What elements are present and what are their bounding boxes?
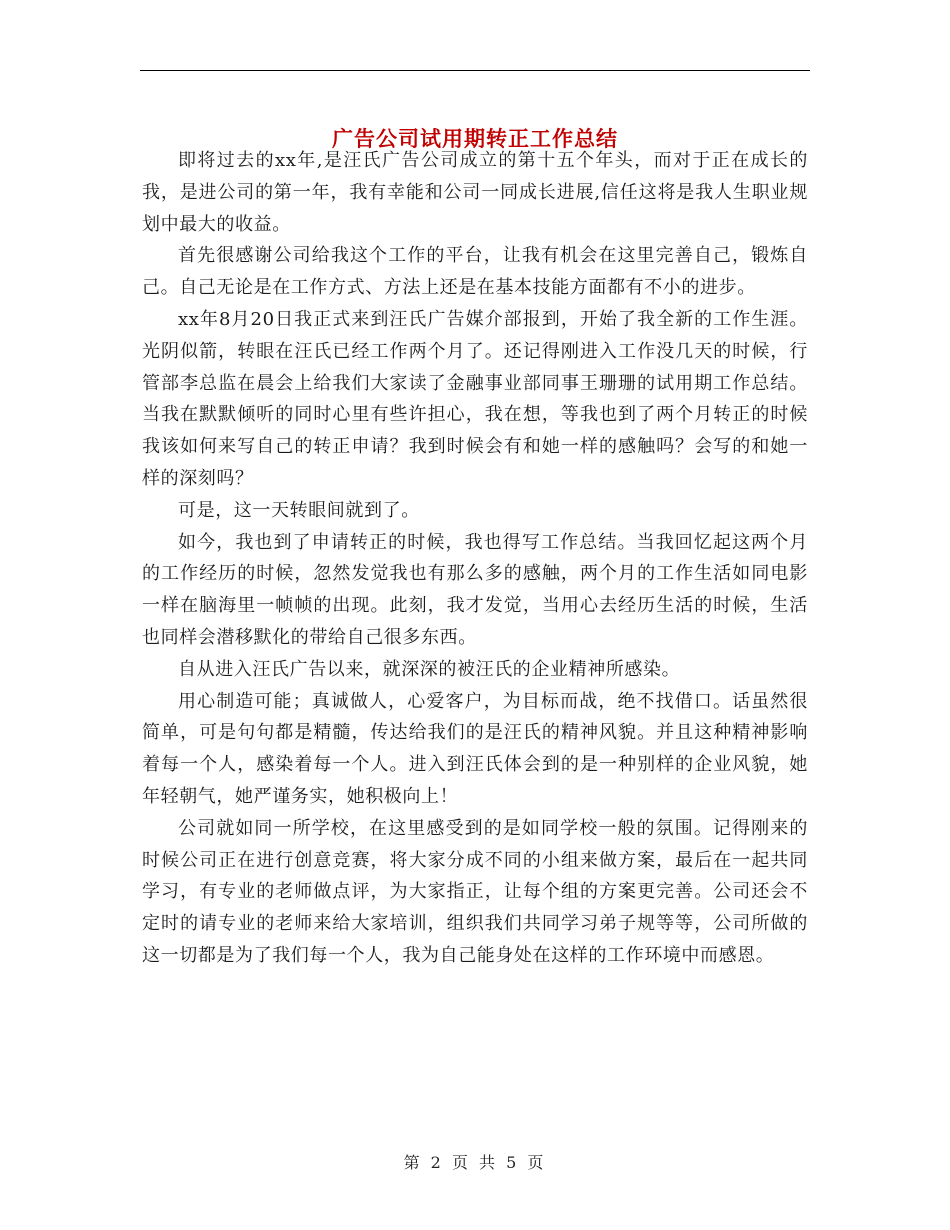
paragraph: 即将过去的xx年,是汪氏广告公司成立的第十五个年头，而对于正在成长的我，是进公司的第一年，我有幸能和公司一同成长进展,信任这将是我人生职业规划中最大的收益。 [142,150,808,235]
document-body [142,145,808,972]
paragraph: 可是，这一天转眼间就到了。 [178,499,420,521]
document-title: 广告公司试用期转正工作总结 [332,126,618,152]
paragraph: 自从进入汪氏广告以来，就深深的被汪氏的企业精神所感染。 [178,658,681,680]
paragraph: 公司就如同一所学校，在这里感受到的是如同学校一般的氛围。记得刚来的时候公司正在进行创意竞赛，将大家分成不同的小组来做方案，最后在一起共同学习，有专业的老师做点评，为大家指正，让每个组的方案更完善。公司还会不定时的请专业的老师来给大家培训，组织我们共同学习弟子规等等，公司所做的这一切都是为了我们每一个人，我为自己能身处在这样的工作环境中而感恩。 [142,817,808,966]
paragraph: 如今，我也到了申请转正的时候，我也得写工作总结。当我回忆起这两个月的工作经历的时候，忽然发觉我也有那么多的感触，两个月的工作生活如同电影一样在脑海里一帧帧的出现。此刻，我才发觉，当用心去经历生活的时候，生活也同样会潜移默化的带给自己很多东西。 [142,531,808,648]
paragraph: 用心制造可能；真诚做人，心爱客户，为目标而战，绝不找借口。话虽然很简单，可是句句都是精髓，传达给我们的是汪氏的精神风貌。并且这种精神影响着每一个人，感染着每一个人。进入到汪氏体会到的是一种别样的企业风貌，她年轻朝气，她严谨务实，她积极向上！ [142,690,808,807]
header-rule [140,70,810,71]
paragraph: xx年8月20日我正式来到汪氏广告媒介部报到，开始了我全新的工作生涯。光阴似箭，转眼在汪氏已经工作两个月了。还记得刚进入工作没几天的时候，行管部李总监在晨会上给我们大家读了金融事业部同事王珊珊的试用期工作总结。当我在默默倾听的同时心里有些许担心，我在想，等我也到了两个月转正的时候我该如何来写自己的转正申请？我到时候会有和她一样的感触吗？会写的和她一样的深刻吗？ [142,308,808,489]
paragraph: 首先很感谢公司给我这个工作的平台，让我有机会在这里完善自己，锻炼自己。自己无论是在工作方式、方法上还是在基本技能方面都有不小的进步。 [142,245,808,299]
page-number: 第 2 页 共 5 页 [403,1153,547,1172]
